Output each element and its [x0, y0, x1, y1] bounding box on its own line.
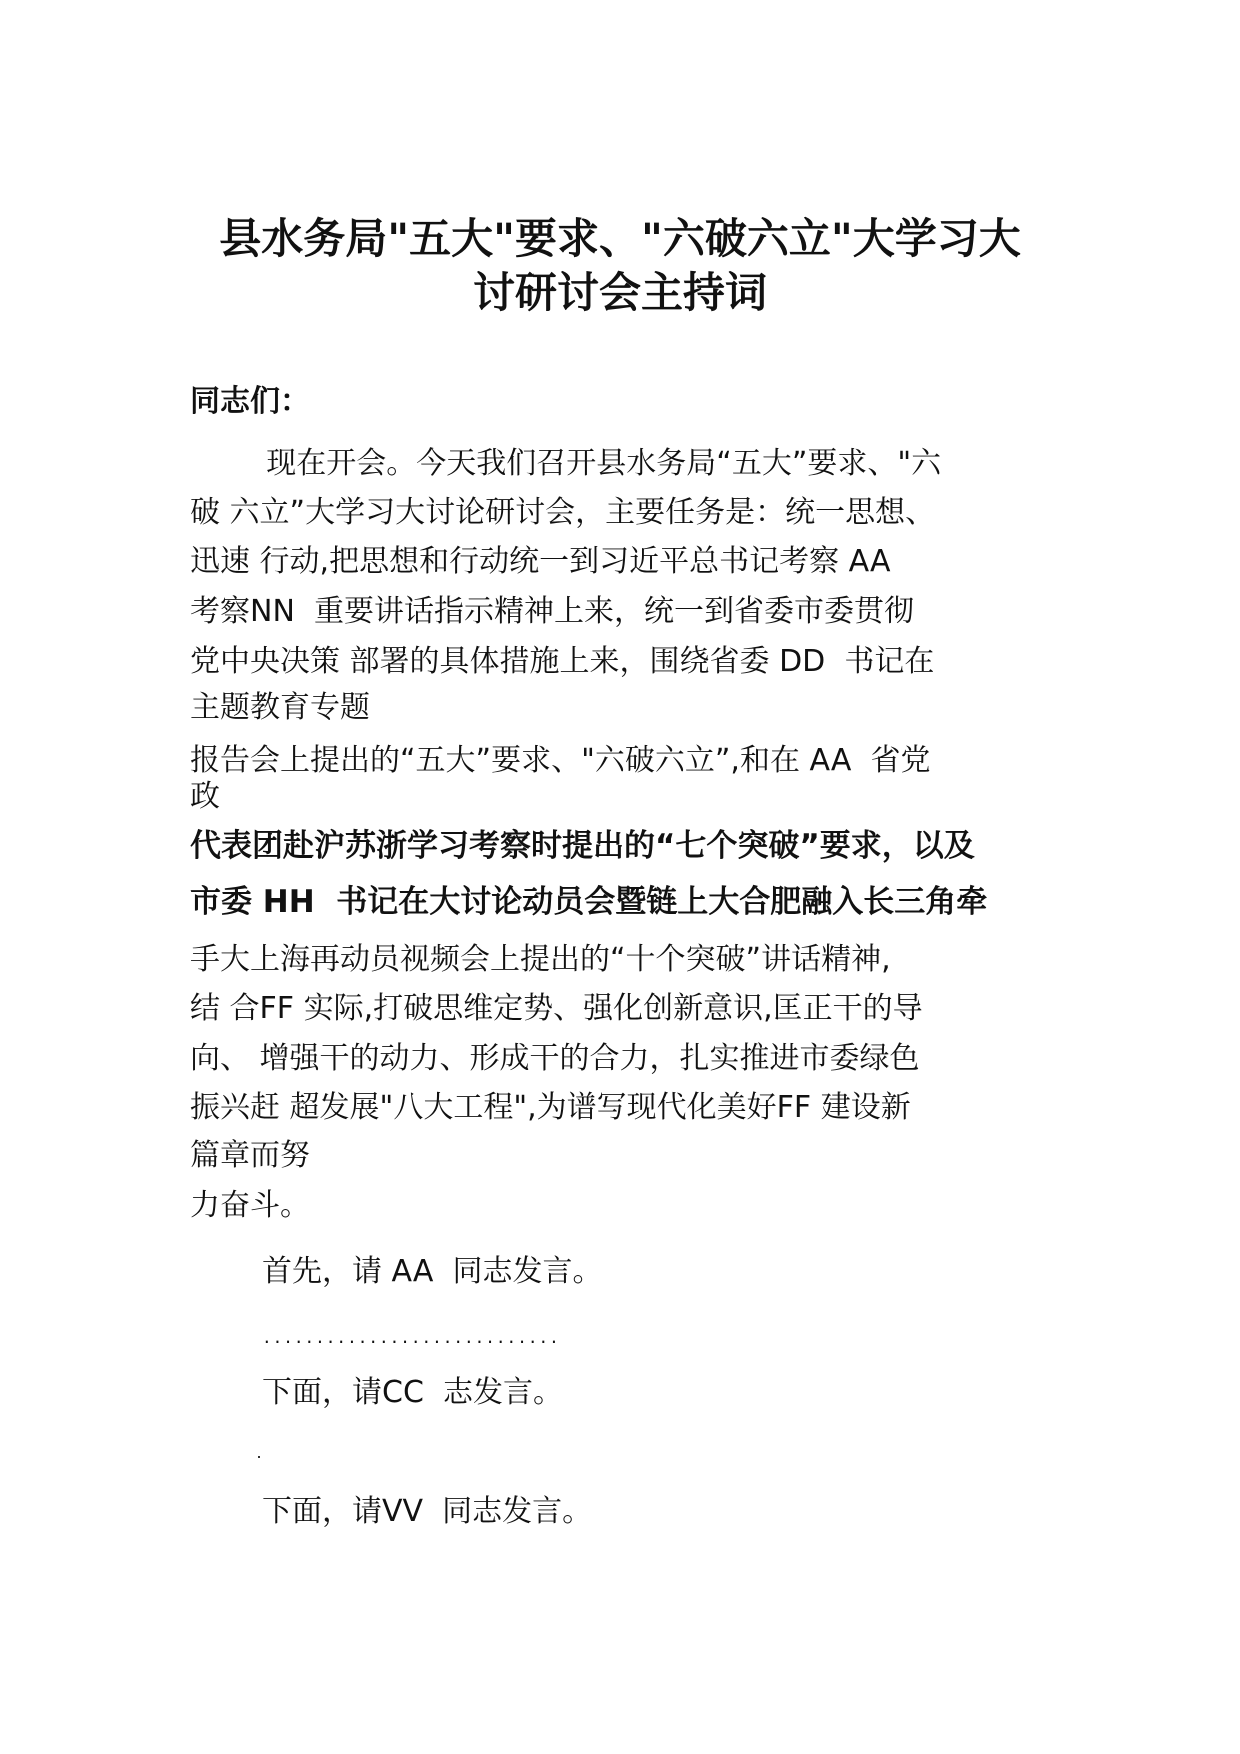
body-line: 破 六立”大学习大讨论研讨会，主要任务是：统一思想、: [190, 495, 936, 530]
body-line: 考察NN 重要讲话指示精神上来，统一到省委市委贯彻: [190, 594, 914, 629]
body-line: 现在开会。今天我们召开县水务局“五大”要求、"六: [190, 446, 942, 481]
document-title-line-2: 讨研讨会主持词: [472, 268, 767, 317]
body-line: 篇章而努: [190, 1138, 310, 1173]
bold-line: 市委 HH 书记在大讨论动员会暨链上大合肥融入长三角牵: [190, 884, 988, 920]
bold-line: 代表团赴沪苏浙学习考察时提出的“七个突破”要求，以及: [190, 828, 975, 864]
dotted-separator: ............................: [262, 1328, 560, 1347]
body-line: 向、 增强干的动力、形成干的合力，扎实推进市委绿色: [190, 1041, 920, 1076]
body-line: 政: [190, 779, 220, 814]
document-title-line-1: 县水务局"五大"要求、"六破六立"大学习大: [219, 214, 1021, 263]
body-line: 主题教育专题: [190, 690, 370, 725]
speaker-line: 下面，请CC 志发言。: [262, 1375, 563, 1410]
body-line: 报告会上提出的“五大”要求、"六破六立”,和在 AA 省党: [190, 743, 931, 778]
body-line: 党中央决策 部署的具体措施上来，围绕省委 DD 书记在: [190, 644, 935, 679]
salutation: 同志们：: [190, 384, 310, 419]
stray-dot: [258, 1456, 260, 1458]
body-line: 振兴赶 超发展"八大工程",为谱写现代化美好FF 建设新: [190, 1090, 911, 1125]
body-line: 迅速 行动,把思想和行动统一到习近平总书记考察 AA: [190, 544, 891, 579]
speaker-line: 下面，请VV 同志发言。: [262, 1494, 593, 1529]
body-line: 力奋斗。: [190, 1188, 310, 1223]
body-line: 手大上海再动员视频会上提出的“十个突破”讲话精神,: [190, 942, 891, 977]
speaker-line: 首先，请 AA 同志发言。: [262, 1254, 603, 1289]
body-line: 结 合FF 实际,打破思维定势、强化创新意识,匡正干的导: [190, 991, 923, 1026]
